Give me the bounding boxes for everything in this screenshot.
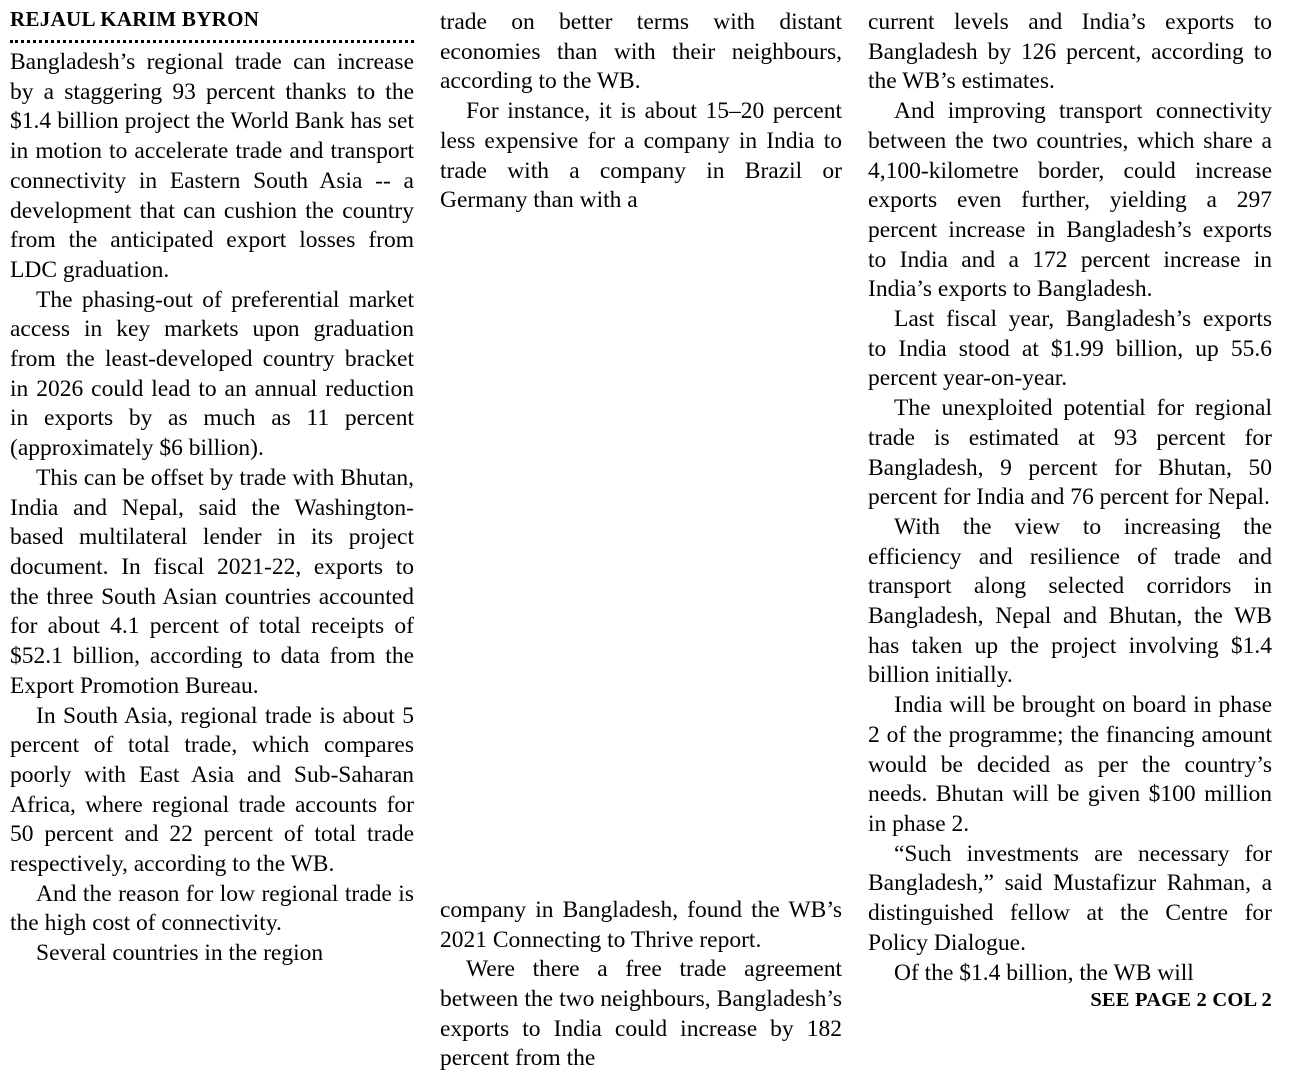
paragraph: Several countries in the region (36, 940, 324, 967)
article-column-2 (440, 8, 842, 1072)
continuation-note: SEE PAGE 2 COL 2 (1090, 989, 1272, 1012)
paragraph: With the view to increasing the efficiency and resilience of trade and transport along selected corridors in Bangladesh, Nepal and Bhutan, the WB has taken up the project involving $1.4 billion initially. (868, 513, 1272, 689)
paragraph: Were there a free trade agreement between the two neighbours, Bangladesh’s exports to India could increase by 182 percent from the (440, 956, 842, 1072)
column-whitespace-gap (440, 216, 842, 896)
article-column-1 (10, 8, 414, 1041)
paragraph: Bangladesh’s regional trade can increase by a staggering 93 percent thanks to the $1.4 billion project the World Bank has set in motion to accelerate trade and transport connectivity in Eastern South Asia -- a development that can cushion the country from the anticipated export losses from LDC graduation. (10, 49, 414, 283)
paragraph: And improving transport connectivity between the two countries, which share a 4,100-kilometre border, could increase exports even further, yielding a 297 percent increase in Bangladesh’s exports to India and a 172 percent increase in India’s exports to Bangladesh. (868, 98, 1272, 303)
paragraph: Last fiscal year, Bangladesh’s exports to India stood at $1.99 billion, up 55.6 percent year-on-year. (868, 306, 1272, 392)
paragraph: The unexploited potential for regional trade is estimated at 93 percent for Bangladesh, 9 percent for Bhutan, 50 percent for India and 76 percent for Nepal. (868, 395, 1272, 511)
paragraph: And the reason for low regional trade is the high cost of connectivity. (10, 880, 414, 937)
paragraph: Of the $1.4 billion, the WB will (894, 959, 1194, 986)
paragraph: For instance, it is about 15–20 percent less expensive for a company in India to trade with a company in Brazil or Germany than with a (440, 98, 842, 214)
paragraph: trade on better terms with distant economies than with their neighbours, according to the WB. (440, 9, 842, 95)
paragraph: In South Asia, regional trade is about 5 percent of total trade, which compares poorly with East Asia and Sub-Saharan Africa, where regional trade accounts for 50 percent and 22 percent of total trade respectively, according to the WB. (10, 702, 414, 878)
paragraph: The phasing-out of preferential market access in key markets upon graduation from the least-developed country bracket in 2026 could lead to an annual reduction in exports by as much as 11 percent (approximately $6 billion). (10, 286, 414, 462)
byline-dotted-rule (10, 34, 414, 43)
paragraph: company in Bangladesh, found the WB’s 2021 Connecting to Thrive report. (440, 896, 842, 953)
paragraph: India will be brought on board in phase 2 of the programme; the financing amount would be decided as per the country’s needs. Bhutan will be given $100 million in phase 2. (868, 692, 1272, 837)
paragraph: “Such investments are necessary for Bangladesh,” said Mustafizur Rahman, a distinguished fellow at the Centre for Policy Dialogue. (868, 840, 1272, 956)
article-column-3 (868, 8, 1272, 1041)
author-byline: REJAUL KARIM BYRON (10, 7, 260, 31)
paragraph: current levels and India’s exports to Bangladesh by 126 percent, according to the WB’s estimates. (868, 9, 1272, 95)
article-columns (10, 7, 1304, 1072)
paragraph: This can be offset by trade with Bhutan, India and Nepal, said the Washington-based multilateral lender in its project document. In fiscal 2021-22, exports to the three South Asian countries accounted for about 4.1 percent of total receipts of $52.1 billion, according to data from the Export Promotion Bureau. (10, 464, 414, 699)
